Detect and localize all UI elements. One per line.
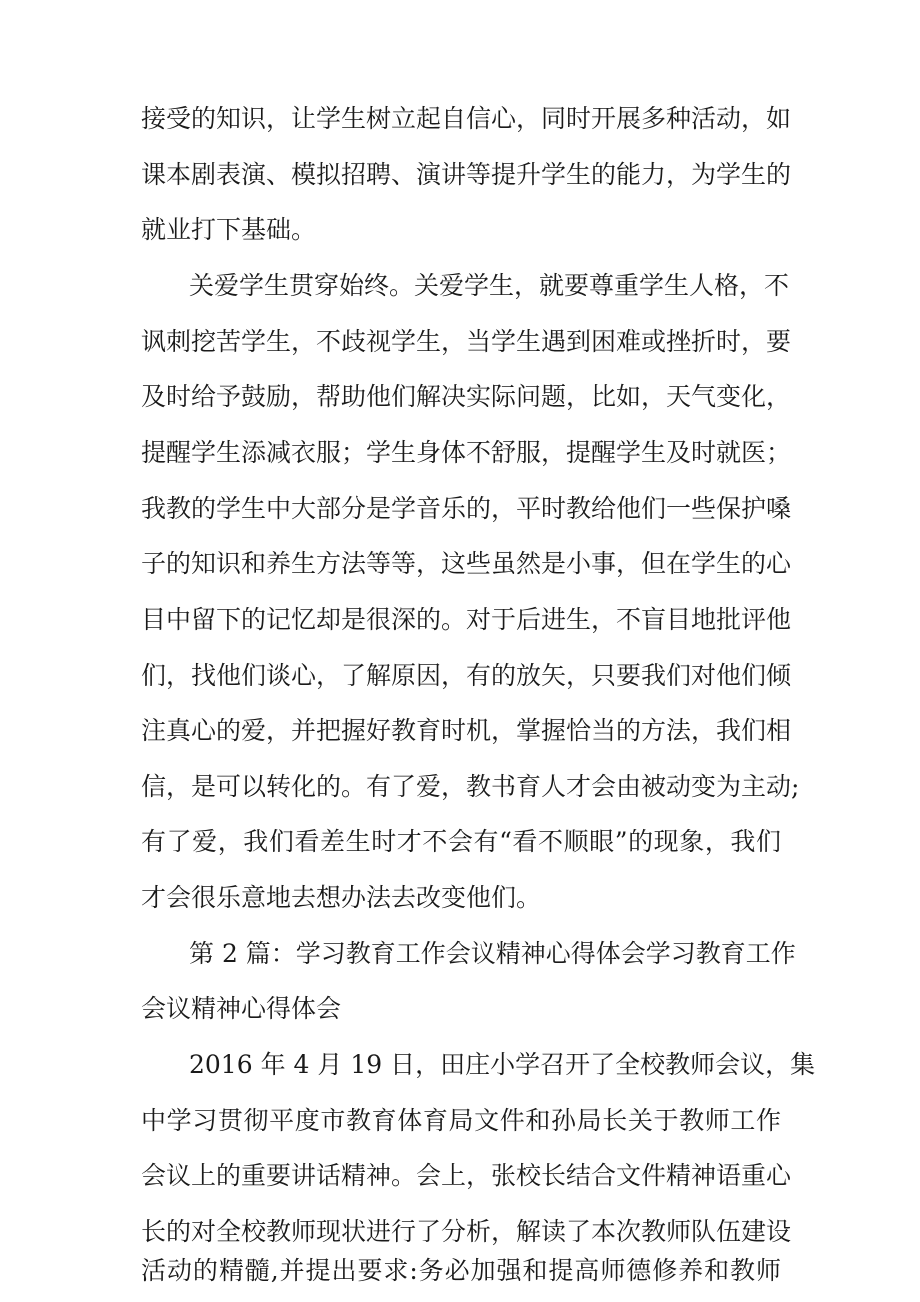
text-line: 长的对全校教师现状进行了分析，解读了本次教师队伍建设: [141, 1217, 792, 1246]
text-line: 们，找他们谈心，了解原因，有的放矢，只要我们对他们倾: [141, 661, 792, 690]
text-line: 注真心的爱，并把握好教育时机，掌握恰当的方法，我们相: [141, 716, 792, 745]
text-line: 会议上的重要讲话精神。会上，张校长结合文件精神语重心: [141, 1161, 792, 1190]
text-line: 活动的精髓,并提出要求:务必加强和提高师德修养和教师: [141, 1256, 781, 1285]
text-line: 接受的知识，让学生树立起自信心，同时开展多种活动，如: [141, 104, 792, 133]
text-line: 提醒学生添减衣服；学生身体不舒服，提醒学生及时就医；: [141, 438, 792, 467]
section-heading-line: 第 2 篇：学习教育工作会议精神心得体会学习教育工作: [189, 939, 796, 968]
text-line: 有了爱，我们看差生时才不会有“看不顺眼”的现象，我们: [141, 827, 781, 856]
paragraph-start-line: 2016 年 4 月 19 日，田庄小学召开了全校教师会议，集: [189, 1050, 816, 1079]
text-line: 目中留下的记忆却是很深的。对于后进生，不盲目地批评他: [141, 605, 792, 634]
text-line: 中学习贯彻平度市教育体育局文件和孙局长关于教师工作: [141, 1106, 781, 1135]
text-line: 才会很乐意地去想办法去改变他们。: [141, 883, 542, 912]
text-line: 就业打下基础。: [141, 215, 317, 244]
text-line: 及时给予鼓励，帮助他们解决实际问题，比如，天气变化，: [141, 382, 792, 411]
text-line: 我教的学生中大部分是学音乐的，平时教给他们一些保护嗓: [141, 494, 792, 523]
text-line: 讽刺挖苦学生，不歧视学生，当学生遇到困难或挫折时，要: [141, 327, 792, 356]
text-line: 课本剧表演、模拟招聘、演讲等提升学生的能力，为学生的: [141, 160, 792, 189]
section-heading-line: 会议精神心得体会: [141, 994, 342, 1023]
text-line: 子的知识和养生方法等等，这些虽然是小事，但在学生的心: [141, 549, 792, 578]
paragraph-start-line: 关爱学生贯穿始终。关爱学生，就要尊重学生人格，不: [189, 271, 790, 300]
text-line: 信，是可以转化的。有了爱，教书育人才会由被动变为主动;: [141, 772, 800, 801]
